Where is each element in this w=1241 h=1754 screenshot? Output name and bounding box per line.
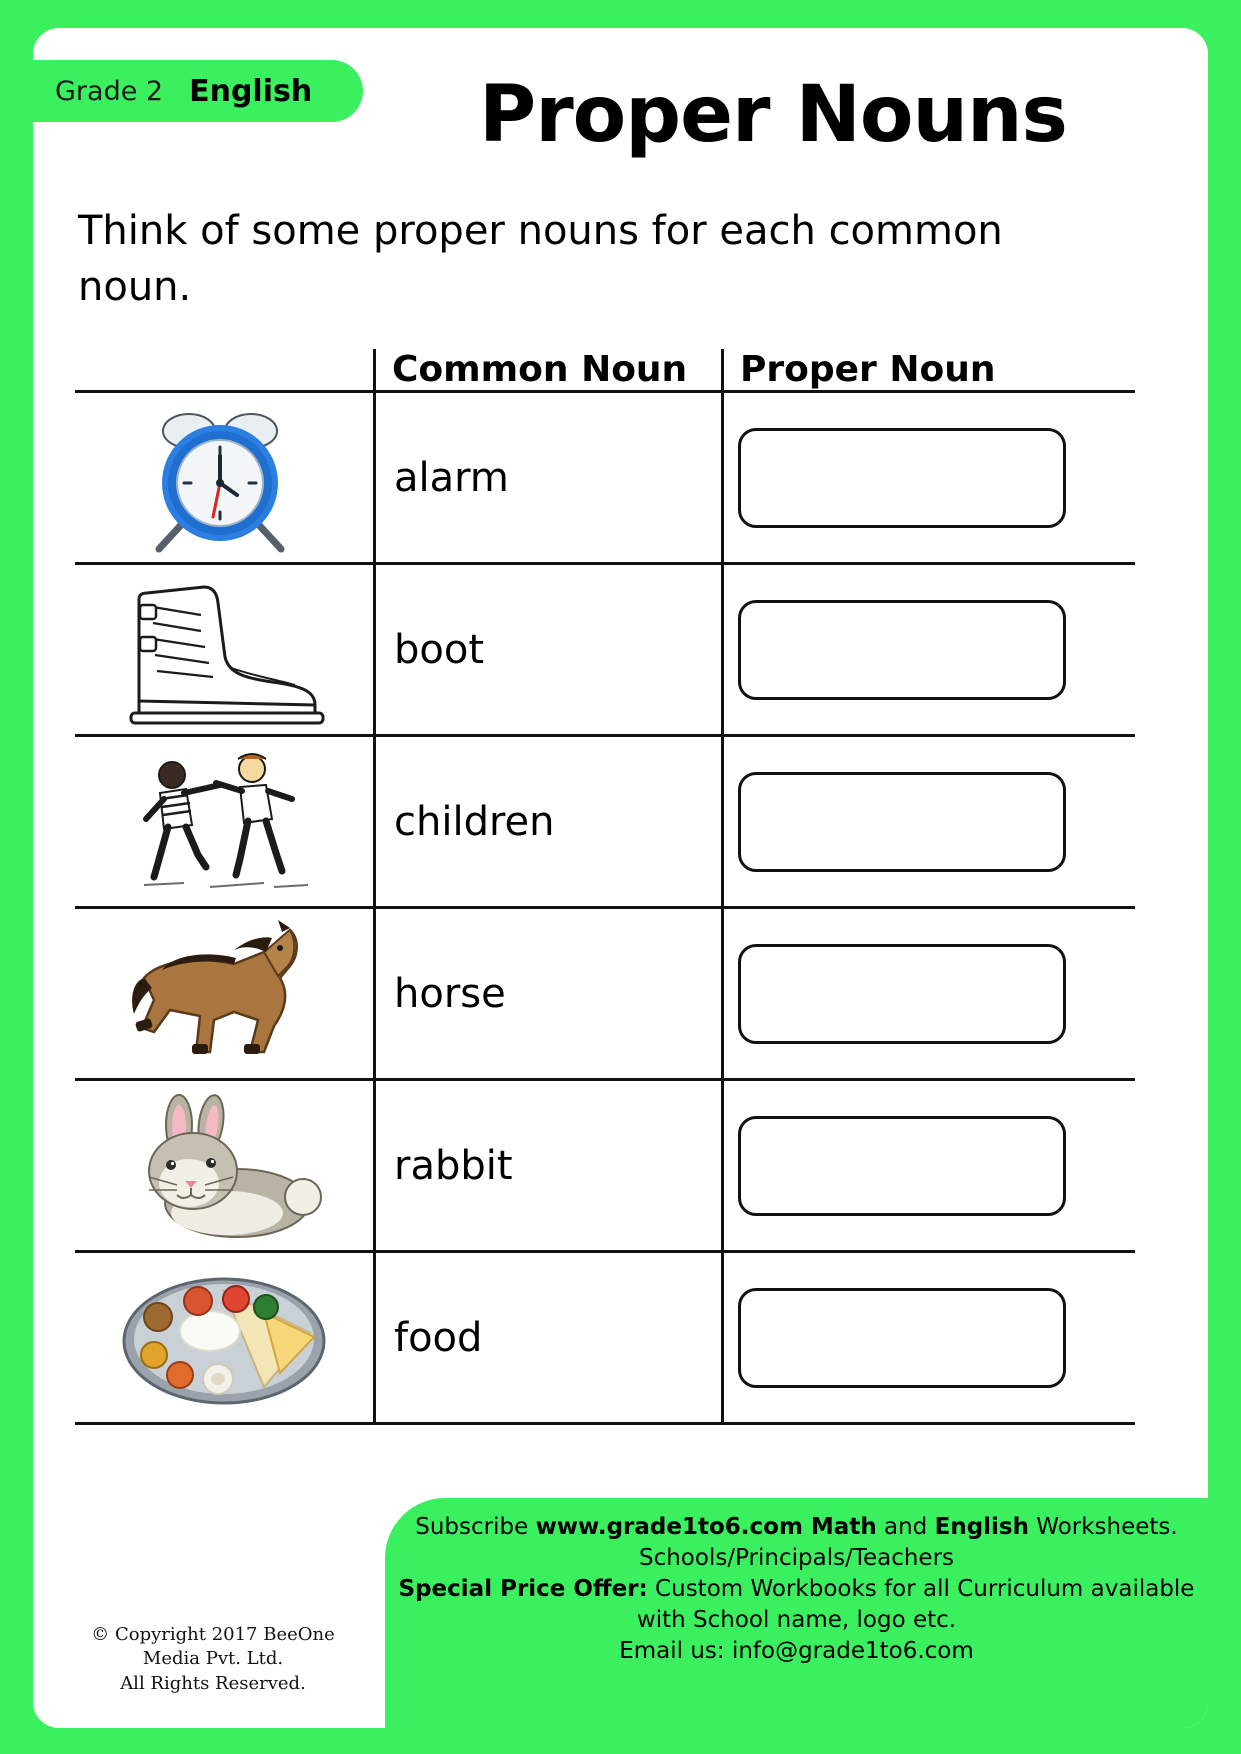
footer-line-subscribe bbox=[385, 1512, 1208, 1543]
footer-line-offer bbox=[385, 1574, 1208, 1605]
table-row bbox=[75, 1078, 1135, 1250]
table-header-proper-noun: Proper Noun bbox=[721, 349, 1131, 390]
table-row bbox=[75, 562, 1135, 734]
rabbit-icon bbox=[119, 1091, 329, 1241]
grade-label: Grade 2 bbox=[55, 75, 164, 107]
proper-noun-cell bbox=[721, 1253, 1131, 1422]
grade-subject-badge bbox=[33, 60, 363, 122]
proper-noun-cell bbox=[721, 737, 1131, 906]
footer-offer-text: Custom Workbooks for all Curriculum available bbox=[647, 1576, 1195, 1603]
footer-line-schools: Schools/Principals/Teachers bbox=[638, 1545, 955, 1572]
food-plate-icon bbox=[114, 1263, 334, 1413]
table-bottom-rule bbox=[75, 1422, 1135, 1425]
instructions-text: Think of some proper nouns for each common noun. bbox=[78, 208, 1003, 310]
common-noun-value: rabbit bbox=[373, 1081, 721, 1250]
children-icon bbox=[124, 747, 324, 897]
proper-noun-cell bbox=[721, 393, 1131, 562]
table-row bbox=[75, 906, 1135, 1078]
footer-offer-label: Special Price Offer: bbox=[398, 1576, 648, 1603]
row-image-cell bbox=[75, 1081, 373, 1250]
row-image-cell bbox=[75, 1253, 373, 1422]
footer-line-email[interactable]: Email us: info@grade1to6.com bbox=[619, 1638, 974, 1665]
boot-icon bbox=[109, 575, 339, 725]
alarm-clock-icon bbox=[129, 403, 319, 553]
answer-input-box[interactable] bbox=[738, 944, 1066, 1044]
common-noun-value: children bbox=[373, 737, 721, 906]
table-row bbox=[75, 1250, 1135, 1422]
row-image-cell bbox=[75, 565, 373, 734]
common-noun-value: alarm bbox=[373, 393, 721, 562]
footer-site-link[interactable]: www.grade1to6.com Math bbox=[535, 1514, 877, 1540]
nouns-table bbox=[75, 328, 1135, 1425]
common-noun-value: horse bbox=[373, 909, 721, 1078]
footer-english: English bbox=[934, 1514, 1029, 1540]
table-row bbox=[75, 734, 1135, 906]
footer-post: Worksheets. bbox=[1029, 1514, 1178, 1540]
copyright-block bbox=[63, 1623, 363, 1696]
answer-input-box[interactable] bbox=[738, 1116, 1066, 1216]
subject-label: English bbox=[189, 73, 313, 109]
worksheet-sheet bbox=[33, 28, 1208, 1728]
footer-mid: and bbox=[876, 1514, 935, 1540]
answer-input-box[interactable] bbox=[738, 428, 1066, 528]
proper-noun-cell bbox=[721, 1081, 1131, 1250]
proper-noun-cell bbox=[721, 565, 1131, 734]
copyright-line-2: All Rights Reserved. bbox=[120, 1672, 306, 1694]
table-header-row bbox=[75, 328, 1135, 390]
page-title: Proper Nouns bbox=[479, 70, 1067, 160]
proper-noun-cell bbox=[721, 909, 1131, 1078]
table-header-common-noun: Common Noun bbox=[373, 349, 721, 390]
horse-icon bbox=[114, 916, 334, 1071]
common-noun-value: food bbox=[373, 1253, 721, 1422]
row-image-cell bbox=[75, 737, 373, 906]
answer-input-box[interactable] bbox=[738, 1288, 1066, 1388]
answer-input-box[interactable] bbox=[738, 772, 1066, 872]
answer-input-box[interactable] bbox=[738, 600, 1066, 700]
promo-footer bbox=[385, 1498, 1208, 1728]
common-noun-value: boot bbox=[373, 565, 721, 734]
footer-subscribe-pre: Subscribe bbox=[415, 1514, 536, 1540]
table-row bbox=[75, 390, 1135, 562]
row-image-cell bbox=[75, 909, 373, 1078]
row-image-cell bbox=[75, 393, 373, 562]
footer-line-school-name: with School name, logo etc. bbox=[636, 1607, 957, 1634]
copyright-line-1: © Copyright 2017 BeeOne Media Pvt. Ltd. bbox=[91, 1624, 335, 1670]
